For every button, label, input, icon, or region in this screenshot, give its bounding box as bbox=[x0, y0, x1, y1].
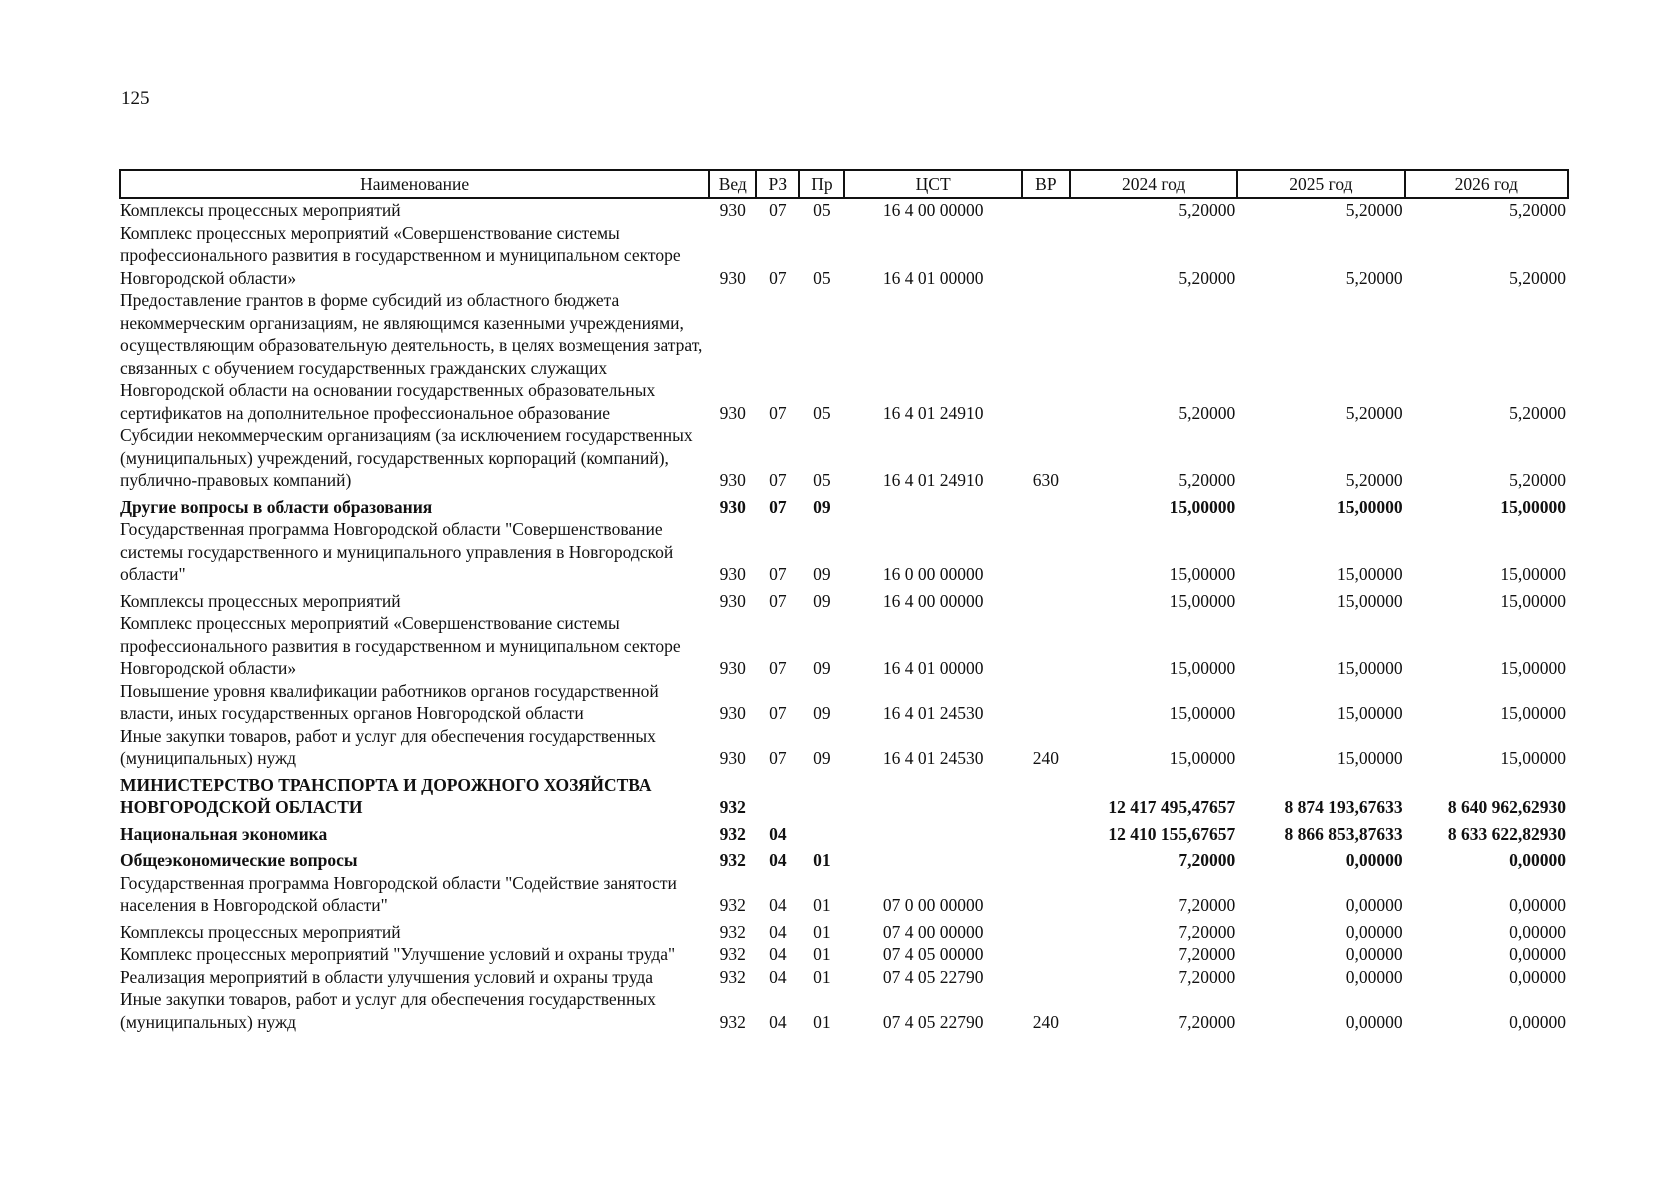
table-row bbox=[120, 586, 1568, 613]
row-rz-cell: 04 bbox=[769, 895, 787, 915]
header-pr: Пр bbox=[799, 170, 844, 198]
row-ved-cell: 930 bbox=[719, 590, 746, 611]
row-rz-cell: 07 bbox=[769, 402, 787, 423]
row-cst-cell: 07 4 05 22790 bbox=[882, 1011, 984, 1032]
row-vr-cell bbox=[1022, 845, 1070, 872]
row-vr-cell bbox=[1022, 518, 1070, 586]
row-2026-cell: 5,20000 bbox=[1509, 200, 1566, 220]
row-name-cell: Государственная программа Новгородской области "Содействие занятости населения в Новгородской области" bbox=[120, 872, 677, 915]
header-rz: РЗ bbox=[756, 170, 799, 198]
row-name-cell: Предоставление грантов в форме субсидий из областного бюджета некоммерческим организациям, не являющимся казенными учреждениями, осуществляющим образовательную деятельность, в целях возмещения затрат, связанных с обучением государственных гражданских служащих Новгородской области на основании государственных образовательных сертификатов на дополнительное профессиональное образование bbox=[120, 290, 703, 423]
row-2026-cell: 15,00000 bbox=[1500, 658, 1566, 678]
table-row bbox=[120, 222, 1568, 290]
row-2024-cell: 5,20000 bbox=[1178, 470, 1236, 490]
row-pr-cell bbox=[799, 819, 844, 846]
row-cst-cell: 07 4 05 22790 bbox=[882, 966, 984, 987]
row-name-cell: Комплексы процессных мероприятий bbox=[120, 590, 401, 611]
row-2024-cell: 7,20000 bbox=[1178, 966, 1236, 987]
row-name-cell: Субсидии некоммерческим организациям (за исключением государственных (муниципальных) учреждений, государственных корпораций (компаний), публично-правовых компаний) bbox=[120, 425, 693, 490]
row-ved-cell: 930 bbox=[719, 496, 746, 517]
row-2024-cell: 15,00000 bbox=[1169, 590, 1236, 611]
row-pr-cell: 05 bbox=[813, 200, 831, 220]
row-2026-cell: 15,00000 bbox=[1500, 564, 1566, 584]
row-ved-cell: 932 bbox=[719, 966, 746, 987]
table-row bbox=[120, 966, 1568, 989]
row-cst-cell: 16 4 01 24530 bbox=[882, 748, 984, 768]
row-2025-cell: 5,20000 bbox=[1345, 470, 1403, 490]
row-pr-cell: 09 bbox=[813, 564, 831, 584]
row-pr-cell: 01 bbox=[813, 1011, 831, 1032]
table-header-row bbox=[120, 170, 1568, 198]
row-2026-cell: 0,00000 bbox=[1509, 944, 1566, 964]
table-row bbox=[120, 988, 1568, 1033]
row-name-cell: Иные закупки товаров, работ и услуг для обеспечения государственных (муниципальных) нужд bbox=[120, 725, 656, 768]
row-2024-cell: 15,00000 bbox=[1169, 748, 1236, 768]
row-pr-cell: 01 bbox=[813, 944, 831, 964]
row-name-cell: Национальная экономика bbox=[120, 823, 328, 844]
header-2026: 2026 год bbox=[1405, 170, 1568, 198]
header-2024: 2024 год bbox=[1070, 170, 1237, 198]
row-pr-cell: 09 bbox=[813, 496, 831, 517]
row-2025-cell: 5,20000 bbox=[1345, 267, 1403, 288]
table-row bbox=[120, 492, 1568, 519]
row-2025-cell: 0,00000 bbox=[1345, 944, 1403, 964]
table-row bbox=[120, 917, 1568, 944]
row-pr-cell: 05 bbox=[813, 470, 831, 490]
row-rz-cell: 07 bbox=[769, 748, 787, 768]
row-cst-cell bbox=[844, 770, 1021, 819]
row-2026-cell: 8 633 622,82930 bbox=[1447, 823, 1566, 844]
row-2026-cell: 15,00000 bbox=[1500, 496, 1566, 517]
row-rz-cell: 07 bbox=[769, 590, 787, 611]
row-vr-cell bbox=[1022, 586, 1070, 613]
row-vr-cell bbox=[1022, 966, 1070, 989]
row-name-cell: Комплекс процессных мероприятий «Совершенствование системы профессионального развития в государственном и муниципальном секторе Новгородской области» bbox=[120, 613, 681, 678]
row-rz-cell: 07 bbox=[769, 703, 787, 723]
row-rz-cell: 07 bbox=[769, 658, 787, 678]
row-2024-cell: 15,00000 bbox=[1169, 658, 1236, 678]
table-row bbox=[120, 943, 1568, 966]
row-2025-cell: 0,00000 bbox=[1345, 850, 1403, 870]
row-name-cell: МИНИСТЕРСТВО ТРАНСПОРТА И ДОРОЖНОГО ХОЗЯЙСТВА НОВГОРОДСКОЙ ОБЛАСТИ bbox=[120, 774, 652, 817]
row-rz-cell: 04 bbox=[769, 823, 787, 844]
row-2024-cell: 15,00000 bbox=[1169, 564, 1236, 584]
row-2025-cell: 5,20000 bbox=[1345, 402, 1403, 423]
row-2024-cell: 7,20000 bbox=[1178, 921, 1236, 942]
row-rz-cell: 07 bbox=[769, 564, 787, 584]
row-ved-cell: 930 bbox=[719, 470, 746, 490]
table-body bbox=[120, 198, 1568, 1033]
row-name-cell: Иные закупки товаров, работ и услуг для обеспечения государственных (муниципальных) нужд bbox=[120, 989, 656, 1032]
row-2025-cell: 15,00000 bbox=[1336, 564, 1403, 584]
row-vr-cell bbox=[1022, 770, 1070, 819]
row-cst-cell: 16 0 00 00000 bbox=[882, 564, 984, 584]
row-2024-cell: 15,00000 bbox=[1169, 496, 1236, 517]
table-row bbox=[120, 770, 1568, 819]
row-2024-cell: 5,20000 bbox=[1178, 402, 1236, 423]
row-2026-cell: 0,00000 bbox=[1509, 921, 1566, 942]
row-cst-cell: 07 0 00 00000 bbox=[882, 895, 984, 915]
row-pr-cell: 01 bbox=[813, 895, 831, 915]
row-ved-cell: 932 bbox=[719, 823, 746, 844]
row-2025-cell: 0,00000 bbox=[1345, 921, 1403, 942]
row-rz-cell: 07 bbox=[769, 267, 787, 288]
row-vr-cell bbox=[1022, 612, 1070, 680]
row-2026-cell: 8 640 962,62930 bbox=[1447, 797, 1566, 817]
row-2024-cell: 7,20000 bbox=[1178, 895, 1236, 915]
row-rz-cell: 04 bbox=[769, 966, 787, 987]
row-name-cell: Комплекс процессных мероприятий "Улучшение условий и охраны труда" bbox=[120, 944, 676, 964]
row-cst-cell: 07 4 05 00000 bbox=[882, 944, 984, 964]
row-2026-cell: 0,00000 bbox=[1509, 895, 1566, 915]
row-2025-cell: 0,00000 bbox=[1345, 966, 1403, 987]
row-vr-cell bbox=[1022, 289, 1070, 424]
row-2026-cell: 0,00000 bbox=[1509, 966, 1566, 987]
row-name-cell: Реализация мероприятий в области улучшения условий и охраны труда bbox=[120, 966, 654, 987]
row-pr-cell: 09 bbox=[813, 748, 831, 768]
row-vr-cell bbox=[1022, 222, 1070, 290]
row-2025-cell: 15,00000 bbox=[1336, 658, 1403, 678]
row-cst-cell: 16 4 01 24910 bbox=[882, 470, 984, 490]
header-2025: 2025 год bbox=[1237, 170, 1404, 198]
table-row bbox=[120, 819, 1568, 846]
row-2025-cell: 15,00000 bbox=[1336, 703, 1403, 723]
row-pr-cell: 09 bbox=[813, 590, 831, 611]
row-pr-cell: 01 bbox=[813, 921, 831, 942]
row-2024-cell: 5,20000 bbox=[1178, 267, 1236, 288]
row-2024-cell: 12 410 155,67657 bbox=[1108, 823, 1236, 844]
table-row bbox=[120, 424, 1568, 492]
row-vr-cell: 630 bbox=[1032, 470, 1059, 490]
row-2025-cell: 8 866 853,87633 bbox=[1284, 823, 1403, 844]
row-rz-cell: 04 bbox=[769, 944, 787, 964]
table-row bbox=[120, 289, 1568, 424]
row-2024-cell: 5,20000 bbox=[1178, 200, 1236, 220]
row-2025-cell: 0,00000 bbox=[1345, 895, 1403, 915]
budget-table bbox=[119, 169, 1569, 1033]
row-vr-cell bbox=[1022, 917, 1070, 944]
table-row bbox=[120, 612, 1568, 680]
row-2026-cell: 15,00000 bbox=[1500, 590, 1566, 611]
row-pr-cell bbox=[799, 770, 844, 819]
row-pr-cell: 01 bbox=[813, 966, 831, 987]
row-name-cell: Повышение уровня квалификации работников органов государственной власти, иных государственных органов Новгородской области bbox=[120, 680, 659, 723]
row-2025-cell: 8 874 193,67633 bbox=[1284, 797, 1403, 817]
row-name-cell: Комплекс процессных мероприятий «Совершенствование системы профессионального развития в государственном и муниципальном секторе Новгородской области» bbox=[120, 222, 681, 288]
row-2024-cell: 7,20000 bbox=[1178, 1011, 1236, 1032]
table-row bbox=[120, 872, 1568, 917]
row-2026-cell: 15,00000 bbox=[1500, 748, 1566, 768]
row-pr-cell: 05 bbox=[813, 402, 831, 423]
row-vr-cell bbox=[1022, 492, 1070, 519]
row-2025-cell: 5,20000 bbox=[1345, 200, 1403, 220]
row-pr-cell: 09 bbox=[813, 658, 831, 678]
row-cst-cell: 16 4 01 00000 bbox=[882, 267, 984, 288]
row-vr-cell bbox=[1022, 198, 1070, 222]
row-name-cell: Комплексы процессных мероприятий bbox=[120, 921, 401, 942]
row-vr-cell bbox=[1022, 943, 1070, 966]
row-vr-cell bbox=[1022, 680, 1070, 725]
row-pr-cell: 09 bbox=[813, 703, 831, 723]
row-ved-cell: 932 bbox=[719, 850, 746, 870]
row-ved-cell: 932 bbox=[719, 944, 746, 964]
header-cst: ЦСТ bbox=[844, 170, 1021, 198]
row-2025-cell: 0,00000 bbox=[1345, 1011, 1403, 1032]
row-cst-cell: 07 4 00 00000 bbox=[882, 921, 984, 942]
row-rz-cell: 07 bbox=[769, 470, 787, 490]
row-2024-cell: 7,20000 bbox=[1178, 850, 1236, 870]
row-ved-cell: 930 bbox=[719, 402, 746, 423]
row-2026-cell: 0,00000 bbox=[1509, 850, 1566, 870]
row-ved-cell: 932 bbox=[719, 921, 746, 942]
row-2026-cell: 5,20000 bbox=[1509, 470, 1566, 490]
row-ved-cell: 930 bbox=[719, 748, 746, 768]
row-cst-cell: 16 4 01 24530 bbox=[882, 703, 984, 723]
row-rz-cell: 07 bbox=[769, 200, 787, 220]
row-pr-cell: 05 bbox=[813, 267, 831, 288]
row-vr-cell: 240 bbox=[1032, 1011, 1059, 1032]
header-name: Наименование bbox=[120, 170, 709, 198]
table-row bbox=[120, 680, 1568, 725]
table-row bbox=[120, 725, 1568, 770]
row-rz-cell: 07 bbox=[769, 496, 787, 517]
row-ved-cell: 930 bbox=[719, 564, 746, 584]
row-ved-cell: 932 bbox=[719, 895, 746, 915]
page-number: 125 bbox=[121, 88, 150, 109]
row-vr-cell bbox=[1022, 872, 1070, 917]
row-name-cell: Общеэкономические вопросы bbox=[120, 850, 358, 870]
row-ved-cell: 930 bbox=[719, 200, 746, 220]
row-vr-cell bbox=[1022, 819, 1070, 846]
row-cst-cell bbox=[844, 492, 1021, 519]
row-cst-cell: 16 4 01 24910 bbox=[882, 402, 984, 423]
row-2025-cell: 15,00000 bbox=[1336, 748, 1403, 768]
row-2026-cell: 0,00000 bbox=[1509, 1011, 1566, 1032]
row-cst-cell: 16 4 00 00000 bbox=[882, 590, 984, 611]
row-2025-cell: 15,00000 bbox=[1336, 496, 1403, 517]
header-vr: ВР bbox=[1022, 170, 1070, 198]
budget-table-container bbox=[119, 169, 1569, 1033]
row-cst-cell bbox=[844, 845, 1021, 872]
row-cst-cell bbox=[844, 819, 1021, 846]
table-row bbox=[120, 198, 1568, 222]
row-pr-cell: 01 bbox=[813, 850, 831, 870]
row-rz-cell: 04 bbox=[769, 850, 787, 870]
row-ved-cell: 932 bbox=[719, 1011, 746, 1032]
table-row bbox=[120, 845, 1568, 872]
row-ved-cell: 930 bbox=[719, 267, 746, 288]
row-cst-cell: 16 4 01 00000 bbox=[882, 658, 984, 678]
row-name-cell: Комплексы процессных мероприятий bbox=[120, 200, 401, 220]
row-2025-cell: 15,00000 bbox=[1336, 590, 1403, 611]
row-ved-cell: 930 bbox=[719, 703, 746, 723]
header-ved: Вед bbox=[709, 170, 756, 198]
row-2026-cell: 15,00000 bbox=[1500, 703, 1566, 723]
row-2024-cell: 12 417 495,47657 bbox=[1108, 797, 1236, 817]
row-rz-cell: 04 bbox=[769, 1011, 787, 1032]
row-ved-cell: 932 bbox=[719, 797, 746, 817]
row-2024-cell: 7,20000 bbox=[1178, 944, 1236, 964]
row-rz-cell: 04 bbox=[769, 921, 787, 942]
row-ved-cell: 930 bbox=[719, 658, 746, 678]
row-vr-cell: 240 bbox=[1032, 748, 1059, 768]
row-rz-cell bbox=[756, 770, 799, 819]
row-2026-cell: 5,20000 bbox=[1509, 402, 1566, 423]
row-2024-cell: 15,00000 bbox=[1169, 703, 1236, 723]
row-name-cell: Государственная программа Новгородской области "Совершенствование системы государственного и муниципального управления в Новгородской области" bbox=[120, 519, 674, 584]
table-row bbox=[120, 518, 1568, 586]
row-cst-cell: 16 4 00 00000 bbox=[882, 200, 984, 220]
row-2026-cell: 5,20000 bbox=[1509, 267, 1566, 288]
row-name-cell: Другие вопросы в области образования bbox=[120, 496, 433, 517]
